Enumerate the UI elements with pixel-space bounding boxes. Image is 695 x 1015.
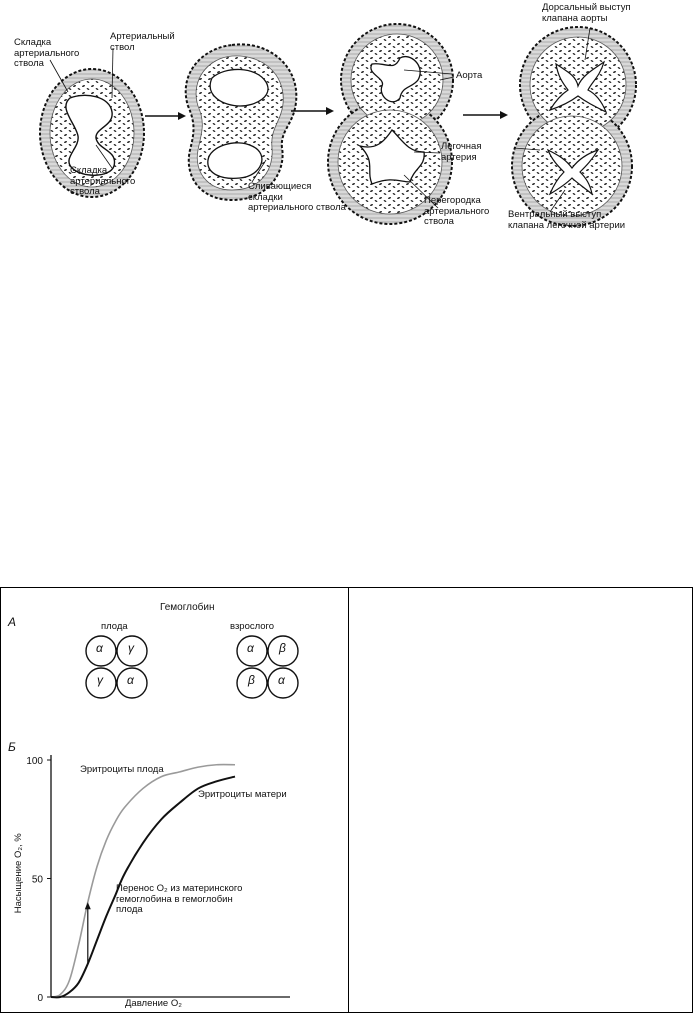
fetal-chain-1: α [96,641,103,655]
series-label-fetal: Эритроциты плода [80,764,164,775]
fetal-chain-2: γ [128,641,134,655]
adult-hb-label: взрослого [230,621,275,632]
label-pulmonary-artery: Легочная артерия [441,141,482,163]
stage-4-section [512,27,636,226]
hemoglobin-subunits [0,0,349,700]
transfer-annotation: Перенос O₂ из материнского гемоглобина в гемоглобин плода [116,883,243,915]
label-dorsal-aortic-valve: Дорсальный выступ клапана аорты [542,2,631,24]
fetal-chain-4: α [127,673,134,687]
label-fold-1: Складка артериального ствола [14,37,80,69]
hemoglobin-title: Гемоглобин [160,602,215,613]
oxygen-saturation-chart [0,740,349,1013]
y-axis-label: Насыщение O₂, % [12,833,24,914]
fetal-hb-label: плода [101,621,128,632]
adult-chain-2: β [279,641,286,655]
y-tick-label-1: 50 [31,874,43,886]
x-axis-label: Давление O₂ [125,998,182,1009]
transfer-arrow-head [85,902,91,909]
label-ventral-pulmonary-valve: Вентральный выступ клапана легочной артерии [508,209,626,231]
adult-chain-1: α [247,641,254,655]
label-arterial-trunk: Артериальный ствол [110,31,175,53]
panel-a-letter: А [8,615,17,629]
fetal-chain-3: γ [97,673,103,687]
y-tick-label-0: 0 [37,993,43,1004]
label-merging-folds: Сливающиеся складки артериального ствола [248,181,346,213]
panel-b-letter: Б [8,740,16,754]
adult-chain-4: α [278,673,285,687]
adult-chain-3: β [248,673,255,687]
label-trunk-septum: Перегородка артериального ствола [424,195,490,227]
y-tick-label-2: 100 [26,756,43,767]
label-aorta: Аорта [456,70,483,81]
label-fold-2: Складка артериального ствола [70,165,136,197]
series-label-maternal: Эритроциты матери [198,789,287,800]
